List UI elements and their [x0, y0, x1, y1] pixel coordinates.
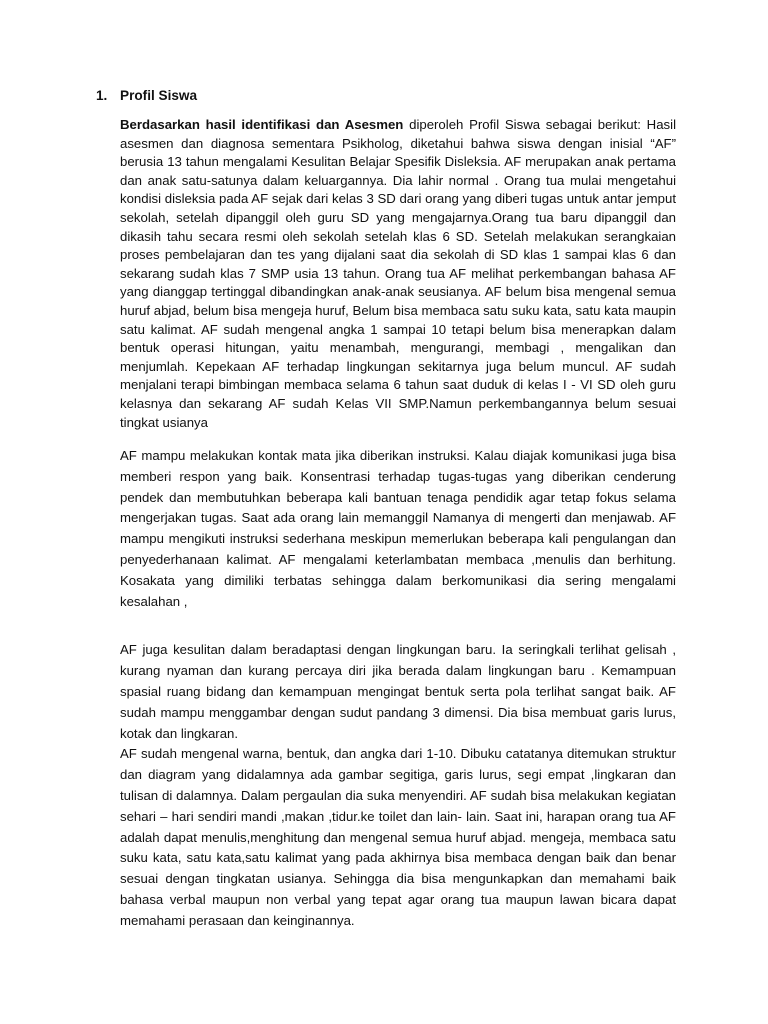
- paragraph-text: AF sudah mengenal warna, bentuk, dan angka dari 1-10. Dibuku catatanya ditemukan struktur dan diagram yang didalamnya ada gambar segitiga, garis lurus, segi empat ,lingkaran dan tulisan di dalamnya. Dalam pergaulan dia suka menyendiri. AF sudah bisa melakukan kegiatan sehari – hari sendiri mandi ,makan ,tidur.ke toilet dan lain- lain. Saat ini, harapan orang tua AF adalah dapat menulis,menghitung dan mengenal semua huruf abjad. mengeja, membaca satu suku kata, satu kata,satu kalimat yang pada akhirnya bisa membaca dengan baik dan benar sesuai dengan tingkatan usianya. Sehingga dia bisa mengunkapkan dan memahami baik bahasa verbal maupun non verbal yang tepat agar orang tua maupun lawan bicara dapat memahami perasaan dan keinginannya.: [120, 746, 676, 928]
- paragraph-communication: [120, 446, 676, 612]
- paragraph-text: AF mampu melakukan kontak mata jika diberikan instruksi. Kalau diajak komunikasi juga bisa memberi respon yang baik. Konsentrasi terhadap tugas-tugas yang diberikan cenderung pendek dan membutuhkan beberapa kali bantuan tenaga pendidik agar tetap fokus selama mengerjakan tugas. Saat ada orang lain memanggil Namanya di mengerti dan menjawab. AF mampu mengikuti instruksi sederhana meskipun memerlukan beberapa kali pengulangan dan penyederhanaan kalimat. AF mengalami keterlambatan membaca ,menulis dan berhitung. Kosakata yang dimiliki terbatas sehingga dalam berkomunikasi dia sering mengalami kesalahan ,: [120, 448, 676, 609]
- section-heading: [96, 88, 197, 103]
- paragraph-text: diperoleh Profil Siswa sebagai berikut: Hasil asesmen dan diagnosa sementara Psikholog, diketahui bahwa siswa dengan inisial “AF” berusia 13 tahun mengalami Kesulitan Belajar Spesifik Disleksia. AF merupakan anak pertama dan anak satu-satunya dalam keluargannya. Dia lahir normal . Orang tua mulai mengetahui kondisi disleksia pada AF sejak dari kelas 3 SD dari orang yang diberi tugas untuk antar jemput sekolah, setelah dipanggil oleh guru SD yang mengajarnya.Orang tua baru dipanggil dan dikasih tahu secara resmi oleh sekolah setelah klas 6 SD. Setelah melakukan serangkaian proses pembelajaran dan tes yang dijalani saat dia sekolah di SD klas 1 sampai klas 6 dan sekarang sudah klas 7 SMP usia 13 tahun. Orang tua AF melihat perkembangan bahasa AF yang dianggap tertinggal dibandingkan anak-anak seusianya. AF belum bisa mengenal semua huruf abjad, belum bisa mengeja huruf, Belum bisa membaca satu suku kata, satu kata maupin satu kalimat. AF sudah mengenal angka 1 sampai 10 tetapi belum bisa menerapkan dalam bentuk operasi hitungan, yaitu menambah, mengurangi, membagi , mengalikan dan menjumlah. Kepekaan AF terhadap lingkungan sekitarnya juga belum muncul. AF sudah menjalani terapi bimbingan membaca selama 6 tahun saat duduk di kelas I - VI SD oleh guru kelasnya dan sekarang AF sudah Kelas VII SMP.Namun perkembangannya belum sesuai tingkat usianya: [120, 117, 676, 430]
- paragraph-text: AF juga kesulitan dalam beradaptasi dengan lingkungan baru. Ia seringkali terlihat gelisah , kurang nyaman dan kurang percaya diri jika berada dalam lingkungan baru . Kemampuan spasial ruang bidang dan kemampuan mengingat bentuk serta pola terlihat sangat baik. AF sudah mampu menggambar dengan sudut pandang 3 dimensi. Dia bisa membuat garis lurus, kotak dan lingkaran.: [120, 642, 676, 741]
- paragraph-profile: [120, 116, 676, 432]
- section-number: 1.: [96, 88, 108, 103]
- paragraph-lead: Berdasarkan hasil identifikasi dan Asesmen: [120, 117, 404, 132]
- document-body: [120, 116, 676, 932]
- paragraph-adaptation: [120, 640, 676, 931]
- section-title: Profil Siswa: [120, 88, 198, 103]
